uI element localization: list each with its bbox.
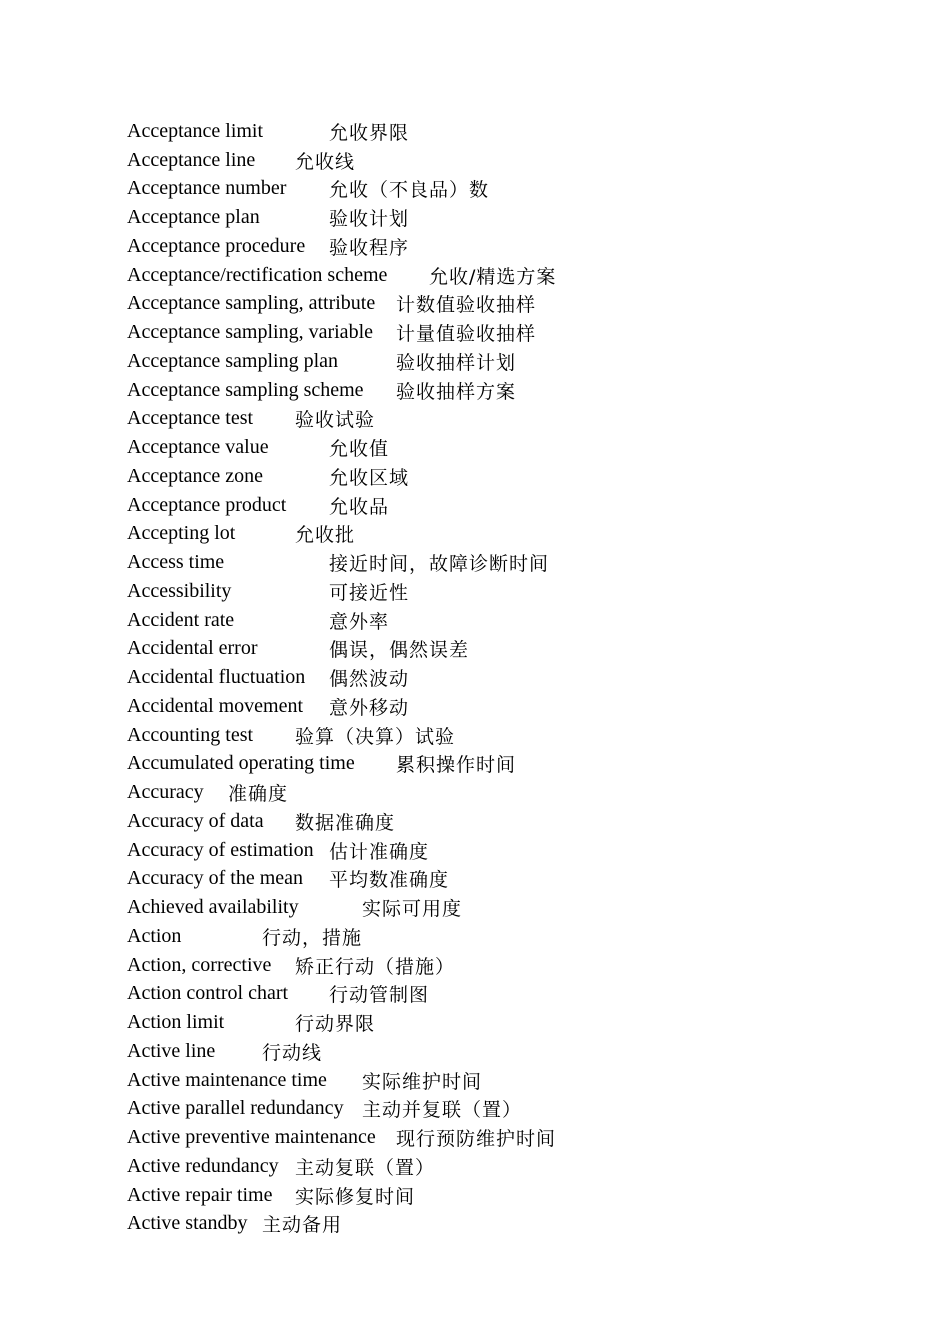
term-english: Acceptance line — [127, 148, 256, 171]
term-chinese: 允收线 — [295, 150, 356, 173]
term-english: Acceptance sampling, attribute — [127, 292, 376, 315]
term-chinese: 允收（不良品）数 — [329, 179, 490, 202]
glossary-entry — [127, 1210, 827, 1239]
term-english: Accuracy of data — [127, 809, 264, 832]
term-chinese: 偶然波动 — [329, 668, 410, 691]
term-english: Achieved availability — [127, 896, 299, 919]
term-english: Accuracy of the mean — [127, 867, 304, 890]
glossary-entry — [127, 1095, 827, 1124]
glossary-entry — [127, 807, 827, 836]
glossary-entry — [127, 721, 827, 750]
term-chinese: 允收品 — [329, 495, 390, 518]
term-english: Active parallel redundancy — [127, 1097, 344, 1120]
term-english: Acceptance plan — [127, 206, 260, 229]
term-chinese: 允收值 — [329, 438, 390, 461]
term-chinese: 允收批 — [295, 524, 356, 547]
glossary-entry — [127, 232, 827, 261]
term-chinese: 计量值验收抽样 — [396, 323, 537, 346]
glossary-entry — [127, 893, 827, 922]
glossary-entry — [127, 1181, 827, 1210]
glossary-entry — [127, 548, 827, 577]
glossary-entry — [127, 405, 827, 434]
term-chinese: 计数值验收抽样 — [396, 294, 537, 317]
glossary-entry — [127, 692, 827, 721]
term-english: Action limit — [127, 1011, 225, 1034]
term-chinese: 现行预防维护时间 — [396, 1128, 557, 1151]
glossary-entry — [127, 750, 827, 779]
glossary-entry — [127, 663, 827, 692]
term-chinese: 估计准确度 — [329, 840, 430, 863]
glossary-entry — [127, 951, 827, 980]
term-chinese: 验收计划 — [329, 208, 410, 231]
glossary-entry — [127, 203, 827, 232]
glossary-entry — [127, 347, 827, 376]
glossary-entry — [127, 462, 827, 491]
glossary-entry — [127, 606, 827, 635]
glossary-entry — [127, 577, 827, 606]
glossary-entry — [127, 980, 827, 1009]
term-chinese: 平均数准确度 — [329, 869, 450, 892]
glossary-entry — [127, 520, 827, 549]
term-english: Acceptance sampling, variable — [127, 321, 373, 344]
term-chinese: 可接近性 — [329, 581, 410, 604]
term-english: Access time — [127, 551, 225, 574]
glossary-entry — [127, 318, 827, 347]
term-english: Active standby — [127, 1212, 248, 1235]
term-chinese: 主动备用 — [262, 1214, 343, 1237]
glossary-entry — [127, 635, 827, 664]
term-chinese: 允收/精选方案 — [429, 265, 557, 288]
term-chinese: 行动线 — [262, 1041, 323, 1064]
term-chinese: 允收界限 — [329, 121, 410, 144]
term-chinese: 行动管制图 — [329, 984, 430, 1007]
glossary-entry — [127, 1066, 827, 1095]
term-english: Acceptance zone — [127, 464, 264, 487]
term-english: Accepting lot — [127, 522, 236, 545]
term-chinese: 允收区域 — [329, 466, 410, 489]
term-english: Accounting test — [127, 723, 254, 746]
term-english: Accessibility — [127, 579, 232, 602]
term-chinese: 意外率 — [329, 610, 390, 633]
term-chinese: 实际修复时间 — [295, 1185, 416, 1208]
glossary-entry — [127, 836, 827, 865]
term-chinese: 矫正行动（措施） — [295, 955, 456, 978]
glossary-entry — [127, 117, 827, 146]
term-english: Active line — [127, 1039, 216, 1062]
term-english: Acceptance number — [127, 177, 287, 200]
term-english: Action control chart — [127, 982, 289, 1005]
term-english: Acceptance sampling scheme — [127, 378, 364, 401]
term-english: Accuracy of estimation — [127, 838, 314, 861]
glossary-entry — [127, 261, 827, 290]
term-english: Active preventive maintenance — [127, 1126, 376, 1149]
term-english: Active maintenance time — [127, 1068, 327, 1091]
glossary-entry — [127, 778, 827, 807]
glossary-list — [127, 117, 827, 1238]
term-english: Action — [127, 924, 182, 947]
term-english: Active redundancy — [127, 1154, 279, 1177]
term-english: Acceptance test — [127, 407, 254, 430]
glossary-entry — [127, 1008, 827, 1037]
term-english: Action, corrective — [127, 953, 272, 976]
term-chinese: 验收程序 — [329, 236, 410, 259]
term-english: Accident rate — [127, 608, 235, 631]
glossary-entry — [127, 1037, 827, 1066]
term-chinese: 主动复联（置） — [295, 1156, 436, 1179]
term-english: Acceptance procedure — [127, 234, 306, 257]
term-english: Acceptance limit — [127, 119, 264, 142]
glossary-entry — [127, 865, 827, 894]
term-chinese: 行动，措施 — [262, 926, 363, 949]
term-chinese: 准确度 — [228, 783, 289, 806]
term-chinese: 实际可用度 — [362, 898, 463, 921]
term-english: Accuracy — [127, 781, 204, 804]
term-chinese: 实际维护时间 — [362, 1070, 483, 1093]
term-english: Active repair time — [127, 1183, 273, 1206]
term-english: Accumulated operating time — [127, 752, 355, 775]
term-chinese: 验算（决算）试验 — [295, 725, 456, 748]
glossary-entry — [127, 491, 827, 520]
term-chinese: 验收抽样方案 — [396, 380, 517, 403]
term-chinese: 接近时间，故障诊断时间 — [329, 553, 550, 576]
glossary-entry — [127, 146, 827, 175]
glossary-entry — [127, 175, 827, 204]
term-chinese: 验收试验 — [295, 409, 376, 432]
glossary-entry — [127, 433, 827, 462]
term-chinese: 行动界限 — [295, 1013, 376, 1036]
term-english: Acceptance sampling plan — [127, 349, 339, 372]
term-chinese: 验收抽样计划 — [396, 351, 517, 374]
term-english: Accidental fluctuation — [127, 666, 306, 689]
glossary-entry — [127, 376, 827, 405]
term-chinese: 累积操作时间 — [396, 754, 517, 777]
term-chinese: 数据准确度 — [295, 811, 396, 834]
term-english: Acceptance product — [127, 493, 287, 516]
glossary-entry — [127, 1123, 827, 1152]
term-chinese: 主动并复联（置） — [362, 1099, 523, 1122]
term-english: Accidental movement — [127, 694, 304, 717]
glossary-entry — [127, 1152, 827, 1181]
term-chinese: 偶误，偶然误差 — [329, 639, 470, 662]
glossary-entry — [127, 290, 827, 319]
term-english: Acceptance/rectification scheme — [127, 263, 388, 286]
term-chinese: 意外移动 — [329, 696, 410, 719]
term-english: Accidental error — [127, 637, 258, 660]
term-english: Acceptance value — [127, 436, 269, 459]
glossary-entry — [127, 922, 827, 951]
